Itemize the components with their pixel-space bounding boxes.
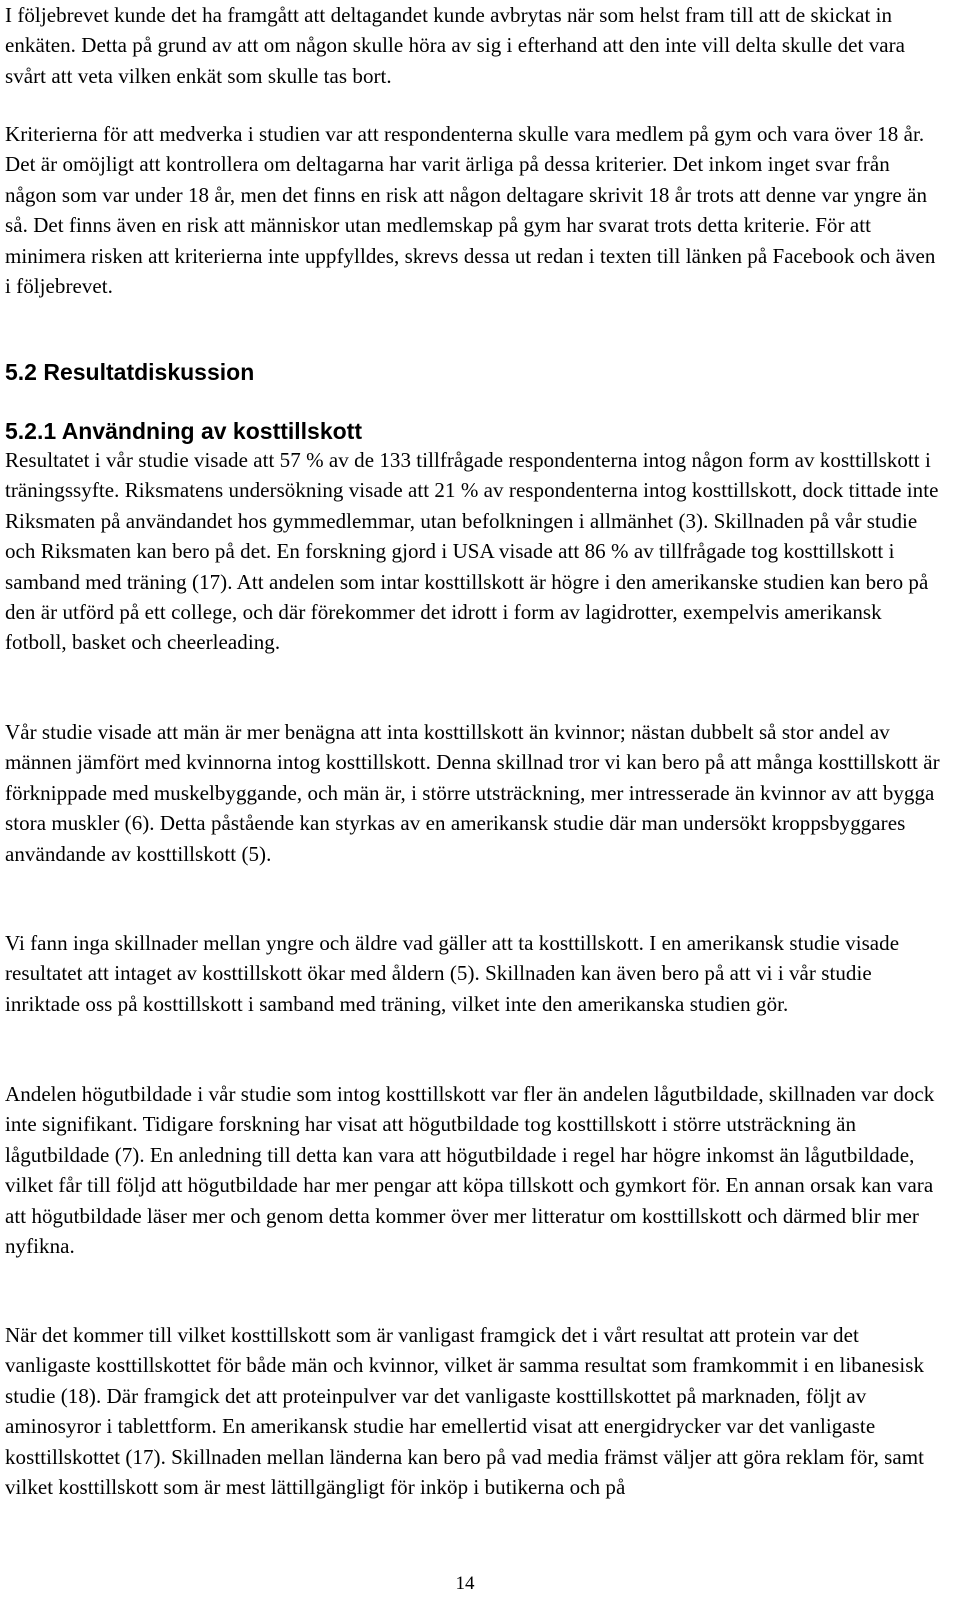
subsection-heading: 5.2.1 Användning av kosttillskott <box>5 418 363 444</box>
paragraph-age-difference: Vi fann inga skillnader mellan yngre och äldre vad gäller att ta kosttillskott. I en amerikansk studie visade resultatet att intaget av kosttillskott ökar med åldern (5). Skillnaden kan även bero på att vi i vår studie inriktade oss på kosttillskott i samband med träning, vilket inte den amerikanska studien gör. <box>5 931 900 1016</box>
paragraph-consent: I följebrevet kunde det ha framgått att deltagandet kunde avbrytas när som helst fram till att de skickat in enkäten. Detta på grund av att om någon skulle höra av sig i efterhand att den inte vill delta skulle det vara svårt att veta vilken enkät som skulle tas bort. <box>5 3 906 88</box>
paragraph-supplement-types: När det kommer till vilket kosttillskott som är vanligast framgick det i vårt resultat att protein var det vanligaste kosttillskottet för både män och kvinnor, vilket är samma resultat som framkommit i en libanesisk studie (18). Där framgick det att proteinpulver var det vanligaste kosttillskottet på marknaden, följt av aminosyror i tablettform. En amerikansk studie har emellertid visat att energidrycker var det vanligaste kosttillskottet (17). Skillnaden mellan länderna kan bero på vad media främst väljer att göra reklam för, samt vilket kosttillskott som är mest lättillgängligt för inköp i butikerna och på <box>5 1323 925 1500</box>
page-number: 14 <box>455 1573 475 1594</box>
paragraph-criteria: Kriterierna för att medverka i studien var att respondenterna skulle vara medlem på gym och vara över 18 år. Det är omöjligt att kontrollera om deltagarna har varit ärliga på dessa kriterier. Det inkom inget svar från någon som var under 18 år, men det finns en risk att någon deltagare skrivit 18 år trots att denne var yngre än så. Det finns även en risk att människor utan medlemskap på gym har svarat trots detta kriterie. För att minimera risken att kriterierna inte uppfylldes, skrevs dessa ut redan i texten till länken på Facebook och även i följebrevet. <box>5 122 936 299</box>
paragraph-gender-difference: Vår studie visade att män är mer benägna att inta kosttillskott än kvinnor; nästan dubbelt så stor andel av männen jämfört med kvinnorna intog kosttillskott. Denna skillnad tror vi kan bero på att många kosttillskott är förknippade med muskelbyggande, och män är, i större utsträckning, mer intresserade än kvinnor av att bygga stora muskler (6). Detta påstående kan styrkas av en amerikansk studie där man undersökt kroppsbyggares användande av kosttillskott (5). <box>5 720 940 866</box>
paragraph-usage-results: Resultatet i vår studie visade att 57 % av de 133 tillfrågade respondenterna intog någon form av kosttillskott i träningssyfte. Riksmatens undersökning visade att 21 % av respondenterna intog kosttillskott, dock tittade inte Riksmaten på användandet hos gymmedlemmar, utan befolkningen i allmänhet (3). Skillnaden på vår studie och Riksmaten kan bero på det. En forskning gjord i USA visade att 86 % av tillfrågade tog kosttillskott i samband med träning (17). Att andelen som intar kosttillskott är högre i den amerikanske studien kan bero på den är utförd på ett college, och där förekommer det idrott i form av lagidrotter, exempelvis amerikansk fotboll, basket och cheerleading. <box>5 448 939 655</box>
section-heading: 5.2 Resultatdiskussion <box>5 359 255 385</box>
paragraph-education: Andelen högutbildade i vår studie som intog kosttillskott var fler än andelen lågutbildade, skillnaden var dock inte signifikant. Tidigare forskning har visat att högutbildade tog kosttillskott i större utsträckning än lågutbildade (7). En anledning till detta kan vara att högutbildade i regel har högre inkomst än lågutbildade, vilket får till följd att högutbildade har mer pengar att köpa tillskott och gymkort för. En annan orsak kan vara att högutbildade läser mer och genom detta kommer över mer litteratur om kosttillskott och därmed blir mer nyfikna. <box>5 1082 935 1259</box>
